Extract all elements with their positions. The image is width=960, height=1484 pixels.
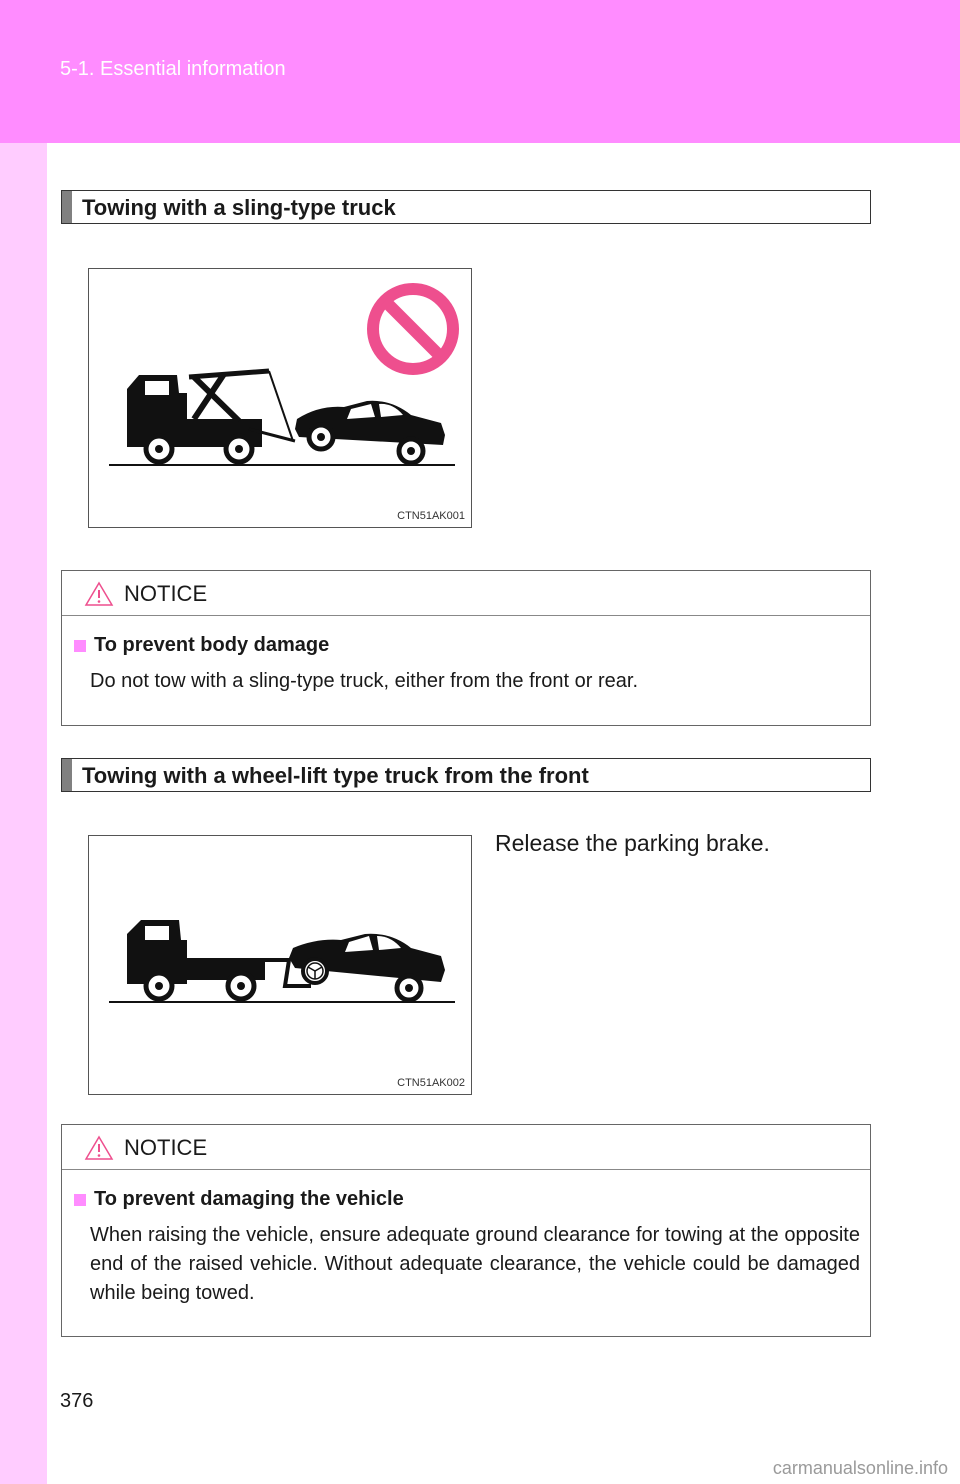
- notice-text: Do not tow with a sling-type truck, either from the front or rear.: [90, 670, 639, 692]
- warning-triangle-icon: [84, 581, 114, 607]
- notice-label: NOTICE: [124, 581, 208, 606]
- notice-body: [62, 616, 870, 714]
- notice-subtitle-text: To prevent damaging the vehicle: [94, 1188, 404, 1210]
- figure-code: CTN51AK002: [397, 1077, 465, 1089]
- figure-wheel-lift-tow: [88, 835, 472, 1095]
- section-title: Towing with a sling-type truck: [82, 195, 396, 220]
- notice-box-vehicle-damage: [61, 1124, 871, 1337]
- instruction-text: Release the parking brake.: [495, 830, 770, 856]
- figure-sling-tow: [88, 268, 472, 528]
- section-heading-wheel-lift: [61, 758, 871, 792]
- page-number: 376: [60, 1390, 94, 1412]
- warning-triangle-icon: [84, 1135, 114, 1161]
- section-breadcrumb: 5-1. Essential information: [60, 58, 286, 80]
- notice-label: NOTICE: [124, 1135, 208, 1160]
- section-title: Towing with a wheel-lift type truck from the front: [82, 763, 589, 788]
- notice-text: When raising the vehicle, ensure adequate ground clearance for towing at the opposite end of the raised vehicle. Without adequate clearance, the vehicle could be damaged while being towed.: [90, 1224, 860, 1304]
- notice-body: [62, 1170, 870, 1326]
- heading-bar: [62, 759, 72, 791]
- figure-code: CTN51AK001: [397, 510, 465, 522]
- side-margin-band: [0, 143, 47, 1484]
- bullet-square-icon: [74, 1194, 86, 1206]
- prohibited-sign: [89, 269, 473, 529]
- notice-box-body-damage: [61, 570, 871, 726]
- section-heading-sling: [61, 190, 871, 224]
- notice-header: [62, 571, 870, 616]
- notice-subtitle-text: To prevent body damage: [94, 634, 330, 656]
- notice-subtitle: [74, 634, 860, 657]
- steering-wheel-icon: [89, 836, 473, 1096]
- heading-bar: [62, 191, 72, 223]
- watermark: carmanualsonline.info: [772, 1458, 948, 1478]
- notice-subtitle: [74, 1188, 860, 1211]
- notice-header: [62, 1125, 870, 1170]
- bullet-square-icon: [74, 640, 86, 652]
